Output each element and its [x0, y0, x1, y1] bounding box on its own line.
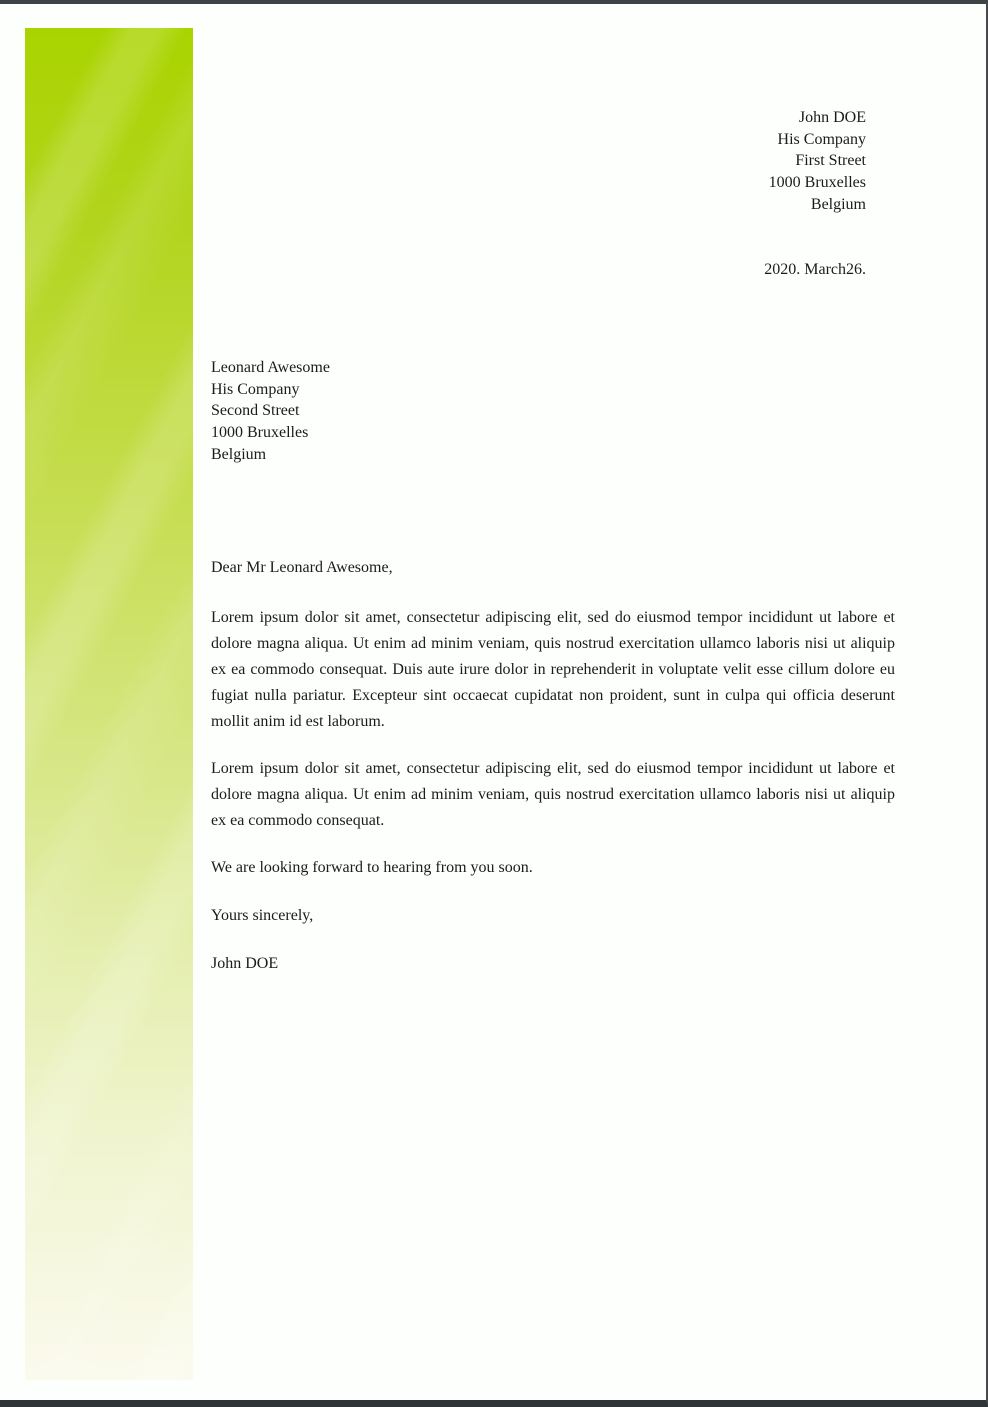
- accent-gradient-bar: [25, 28, 193, 1380]
- recipient-company: His Company: [211, 380, 300, 398]
- sender-name: John DOE: [798, 109, 866, 126]
- recipient-city: 1000 Bruxelles: [211, 424, 309, 442]
- signature-name: John DOE: [211, 955, 279, 972]
- recipient-name: Leonard Awesome: [211, 359, 330, 376]
- recipient-address-block: [211, 357, 330, 466]
- accent-bar-sheen-texture: [25, 28, 193, 1380]
- sender-company: His Company: [777, 130, 866, 148]
- letter-date: 2020. March26.: [764, 261, 866, 278]
- body-paragraph-2: Lorem ipsum dolor sit amet, consectetur adipiscing elit, sed do eiusmod tempor incididunt ut labore et dolore magna aliqua. Ut enim ad minim veniam, quis nostrud exercitation ullamco laboris nisi ut aliquip ex ea commodo consequat.: [211, 760, 895, 829]
- sender-address-block: [769, 107, 866, 216]
- recipient-country: Belgium: [211, 445, 267, 463]
- letter-body: [211, 555, 895, 977]
- sender-street: First Street: [795, 152, 866, 170]
- recipient-street: Second Street: [211, 402, 300, 420]
- body-paragraph-1: Lorem ipsum dolor sit amet, consectetur adipiscing elit, sed do eiusmod tempor incididunt ut labore et dolore magna aliqua. Ut enim ad minim veniam, quis nostrud exercitation ullamco laboris nisi ut aliquip ex ea commodo consequat. Duis aute irure dolor in reprehenderit in voluptate velit esse cillum dolore eu fugiat nulla pariatur. Excepteur sint occaecat cupidatat non proident, sunt in culpa qui officia deserunt mollit anim id est laborum.: [211, 609, 895, 730]
- sender-city: 1000 Bruxelles: [768, 174, 866, 192]
- sender-country: Belgium: [810, 195, 866, 213]
- salutation: Dear Mr Leonard Awesome,: [211, 559, 393, 576]
- closing-line: We are looking forward to hearing from you soon.: [211, 859, 533, 876]
- valediction: Yours sincerely,: [211, 907, 314, 924]
